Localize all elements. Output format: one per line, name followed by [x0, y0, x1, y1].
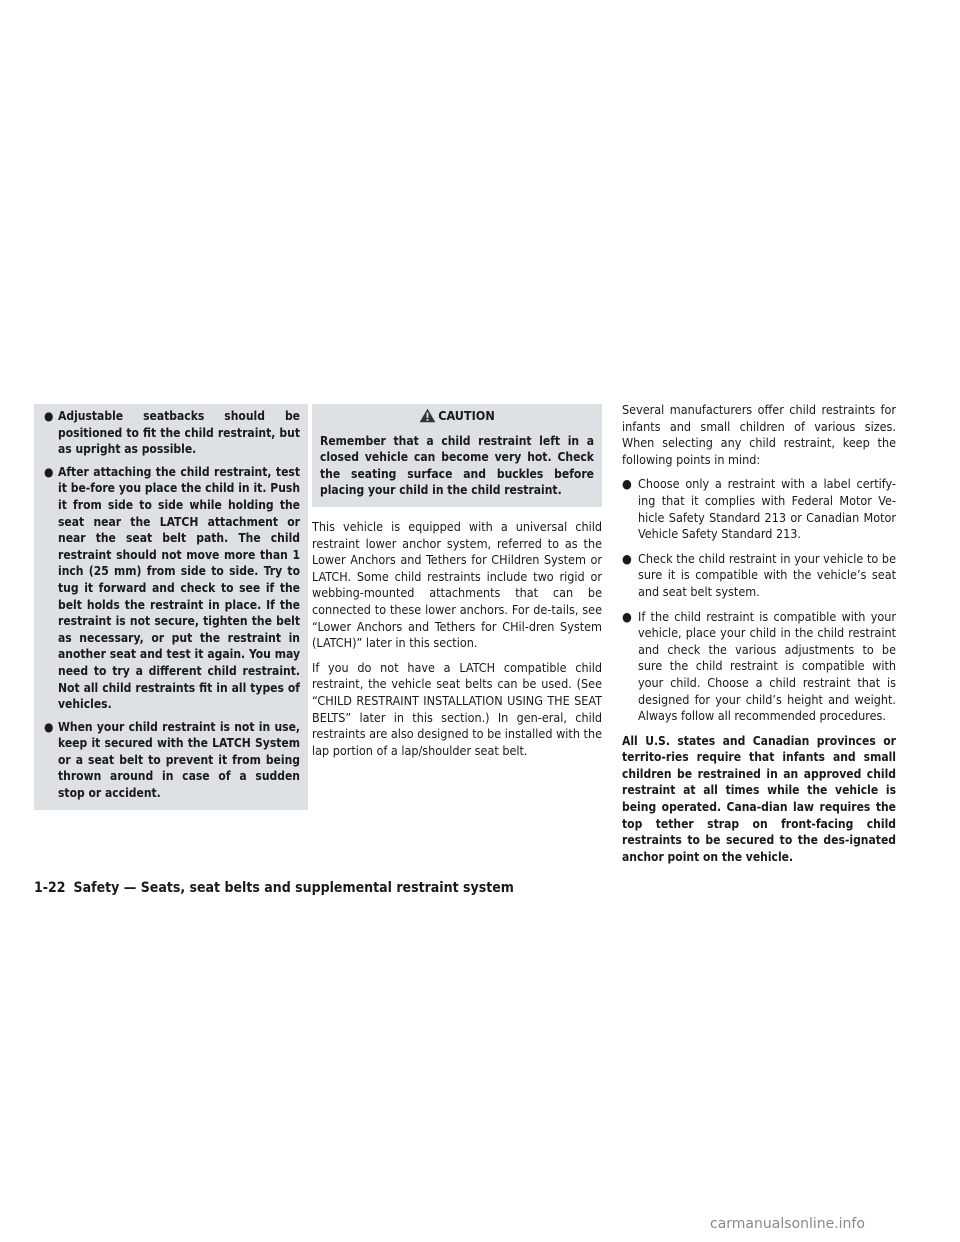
- bullet-icon: ●: [622, 608, 632, 624]
- warning-triangle-icon: [419, 408, 436, 423]
- list-item: [622, 551, 896, 601]
- list-item: [622, 609, 896, 725]
- bullet-icon: ●: [622, 550, 632, 566]
- caution-heading: [320, 408, 594, 425]
- middle-column: [312, 404, 602, 767]
- list-item-text: Check the child restraint in your vehicle to be sure it is compatible with the vehicle’s seat and seat belt system.: [638, 550, 896, 599]
- caution-label: CAUTION: [438, 408, 495, 423]
- section-title: Safety — Seats, seat belts and supplemental restraint system: [73, 880, 514, 896]
- warning-text: After attaching the child restraint, test it be-fore you place the child in it. Push it from side to side while holding the seat near the LATCH attachment or near the seat belt path. The child restraint should not move more than 1 inch (25 mm) from side to side. Try to tug it forward and check to see if the belt holds the restraint in place. If the restraint is not secure, tighten the belt as necessary, or put the restraint in another seat and test it again. You may need to try a different child restraint. Not all child restraints fit in all types of vehicles.: [58, 464, 300, 712]
- warning-bullet: [44, 408, 300, 458]
- body-paragraph: This vehicle is equipped with a universal child restraint lower anchor system, referred to as the Lower Anchors and Tethers for CHildren System or LATCH. Some child restraints include two rigid or webbing-mounted attachments that can be connected to these lower anchors. For de-tails, see “Lower Anchors and Tethers for CHil-dren System (LATCH)” later in this section.: [312, 518, 602, 651]
- body-paragraph: If you do not have a LATCH compatible child restraint, the vehicle seat belts can be used. (See “CHILD RESTRAINT INSTALLATION USING THE SEAT BELTS” later in this section.) In gen-eral, child restraints are also designed to be installed with the lap portion of a lap/shoulder seat belt.: [312, 659, 602, 758]
- warning-text: When your child restraint is not in use, keep it secured with the LATCH System or a seat belt to prevent it from being thrown around in case of a sudden stop or accident.: [58, 719, 300, 801]
- bullet-icon: ●: [44, 464, 54, 479]
- caution-box: [312, 404, 602, 507]
- page-footer: [34, 880, 514, 896]
- bullet-icon: ●: [44, 719, 54, 734]
- right-column: [622, 402, 896, 865]
- list-item: [622, 476, 896, 542]
- bullet-icon: ●: [622, 476, 632, 492]
- warning-bullet: [44, 464, 300, 713]
- warning-bullet: [44, 719, 300, 802]
- page-number: 1-22: [34, 880, 66, 896]
- list-item-text: If the child restraint is compatible with your vehicle, place your child in the child restraint and check the various adjustments to be sure the child restraint is compatible with your child. Choose a child restraint that is designed for your child’s height and weight. Always follow all recommended procedures.: [638, 608, 896, 724]
- legal-requirements-paragraph: All U.S. states and Canadian provinces or territo-ries require that infants and small children be restrained in an approved child restraint at all times while the vehicle is being operated. Cana-dian law requires the top tether strap on front-facing child restraints to be secured to the des-ignated anchor point on the vehicle.: [622, 733, 896, 864]
- intro-paragraph: Several manufacturers offer child restraints for infants and small children of various sizes. When selecting any child restraint, keep the following points in mind:: [622, 402, 896, 467]
- bullet-icon: ●: [44, 409, 54, 423]
- list-item-text: Choose only a restraint with a label certify-ing that it complies with Federal Motor Ve-hicle Safety Standard 213 or Canadian Motor Vehicle Safety Standard 213.: [638, 476, 896, 542]
- warning-box: [34, 404, 308, 810]
- warning-text: Adjustable seatbacks should be positioned to fit the child restraint, but as upright as possible.: [58, 409, 300, 457]
- left-column: [34, 404, 308, 810]
- watermark[interactable]: carmanualsonline.info: [710, 1216, 865, 1232]
- caution-text: Remember that a child restraint left in a closed vehicle can become very hot. Check the seating surface and buckles before placing your child in the child restraint.: [320, 433, 594, 498]
